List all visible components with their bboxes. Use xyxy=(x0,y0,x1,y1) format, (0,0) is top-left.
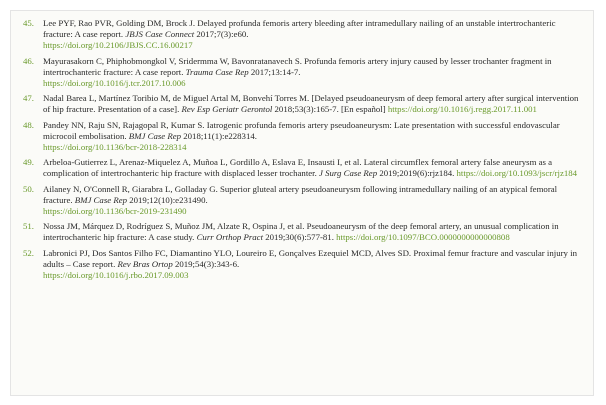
citation: 2019;12(10):e231490. xyxy=(129,194,208,205)
reference-number: 48. xyxy=(23,119,34,130)
reference-item xyxy=(23,157,581,179)
doi-link[interactable]: https://doi.org/10.1093/jscr/rjz184 xyxy=(456,168,578,179)
reference-text: Nossa JM, Márquez D, Rodríguez S, Muñoz JM, Alzate R, Ospina J, et al. Pseudoaneurysm of the deep femoral artery, an unusual complication in intertrochanteric hip fracture: A case study. xyxy=(43,221,559,243)
reference-number: 49. xyxy=(23,157,34,168)
reference-number: 47. xyxy=(23,93,34,104)
journal-name: BMJ Case Rep xyxy=(128,130,182,141)
reference-item xyxy=(23,56,581,90)
reference-text: Arbeloa-Gutierrez L, Arenaz-Miquelez A, Muñoa L, Gordillo A, Eslava E, Insausti I, et al. Lateral circumflex femoral artery false aneurysm as a complication of intertrochanteric hip fracture with displaced lesser trochanter. xyxy=(43,157,553,179)
reference-body xyxy=(43,221,581,243)
citation: 2017;7(3):e60. xyxy=(196,29,249,40)
reference-number: 45. xyxy=(23,18,34,28)
citation: 2019;30(6):577-81. xyxy=(265,232,334,243)
reference-number: 52. xyxy=(23,247,34,258)
journal-name: Rev Bras Ortop xyxy=(117,258,173,269)
doi-link[interactable]: https://doi.org/10.1136/bcr-2019-231490 xyxy=(43,206,187,217)
reference-text: Nadal Barea L, Martínez Toribio M, de Miguel Artal M, Bonvehí Torres M. [Delayed pseudoaneurysm of deep femoral artery after surgical intervention of hip fracture. Presentation of a case]. xyxy=(43,93,579,115)
journal-name: Curr Orthop Pract xyxy=(196,232,264,243)
reference-item xyxy=(23,120,581,154)
doi-link[interactable]: https://doi.org/10.1016/j.tcr.2017.10.006 xyxy=(43,78,186,89)
reference-body xyxy=(43,120,581,154)
doi-link[interactable]: https://doi.org/10.1016/j.rbo.2017.09.003 xyxy=(43,270,189,281)
journal-name: Trauma Case Rep xyxy=(185,66,249,77)
citation: 2017;13:14-7. xyxy=(250,66,301,77)
reference-item xyxy=(23,93,581,115)
reference-body xyxy=(43,18,581,52)
citation: 2019;54(3):343-6. xyxy=(174,258,240,269)
reference-item xyxy=(23,184,581,218)
citation: 2018;11(1):e228314. xyxy=(183,130,257,141)
reference-item xyxy=(23,248,581,282)
doi-link[interactable]: https://doi.org/10.1136/bcr-2018-228314 xyxy=(43,142,187,153)
reference-number: 50. xyxy=(23,183,34,194)
reference-text: Labronici PJ, Dos Santos Filho FC, Diamantino YLO, Loureiro E, Gonçalves Ezequiel MCD, Alves SD. Proximal femur fracture and vascular injury in adults – Case report. xyxy=(43,247,577,269)
doi-link[interactable]: https://doi.org/10.1016/j.regg.2017.11.001 xyxy=(387,104,537,115)
reference-text: Lee PYF, Rao PVR, Golding DM, Brock J. Delayed profunda femoris artery bleeding after intramedullary nailing of an unstable intertrochanteric fracture: A case report. xyxy=(43,18,556,40)
references-panel xyxy=(10,10,594,396)
citation: 2018;53(3):165-7. [En español] xyxy=(274,104,386,115)
reference-body xyxy=(43,157,581,179)
reference-body xyxy=(43,93,581,115)
journal-name: Rev Esp Geriatr Gerontol xyxy=(181,104,273,115)
reference-text: Ailaney N, O'Connell R, Giarabra L, Golladay G. Superior gluteal artery pseudoaneurysm following intramedullary nailing of an atypical femoral fracture. xyxy=(43,183,558,205)
reference-text: Mayurasakorn C, Phiphobmongkol V, Sridermma W, Bavonratanavech S. Profunda femoris artery injury caused by lesser trochanter fragment in intertrochanteric fracture: A case report. xyxy=(43,55,552,77)
reference-body xyxy=(43,248,581,282)
reference-item xyxy=(23,221,581,243)
reference-text: Pandey NN, Raju SN, Rajagopal R, Kumar S. Iatrogenic profunda femoris artery pseudoaneurysm: Late presentation with successful endovascular microcoil embolisation. xyxy=(43,119,560,141)
citation: 2019;2019(6):rjz184. xyxy=(379,168,455,179)
reference-number: 51. xyxy=(23,221,34,232)
journal-name: J Surg Case Rep xyxy=(319,168,378,179)
doi-link[interactable]: https://doi.org/10.2106/JBJS.CC.16.00217 xyxy=(43,40,193,51)
journal-name: BMJ Case Rep xyxy=(74,194,128,205)
doi-link[interactable]: https://doi.org/10.1097/BCO.0000000000000808 xyxy=(336,232,510,243)
journal-name: JBJS Case Connect xyxy=(125,29,195,40)
reference-body xyxy=(43,56,581,90)
reference-item xyxy=(23,18,581,52)
reference-body xyxy=(43,184,581,218)
reference-number: 46. xyxy=(23,55,34,66)
